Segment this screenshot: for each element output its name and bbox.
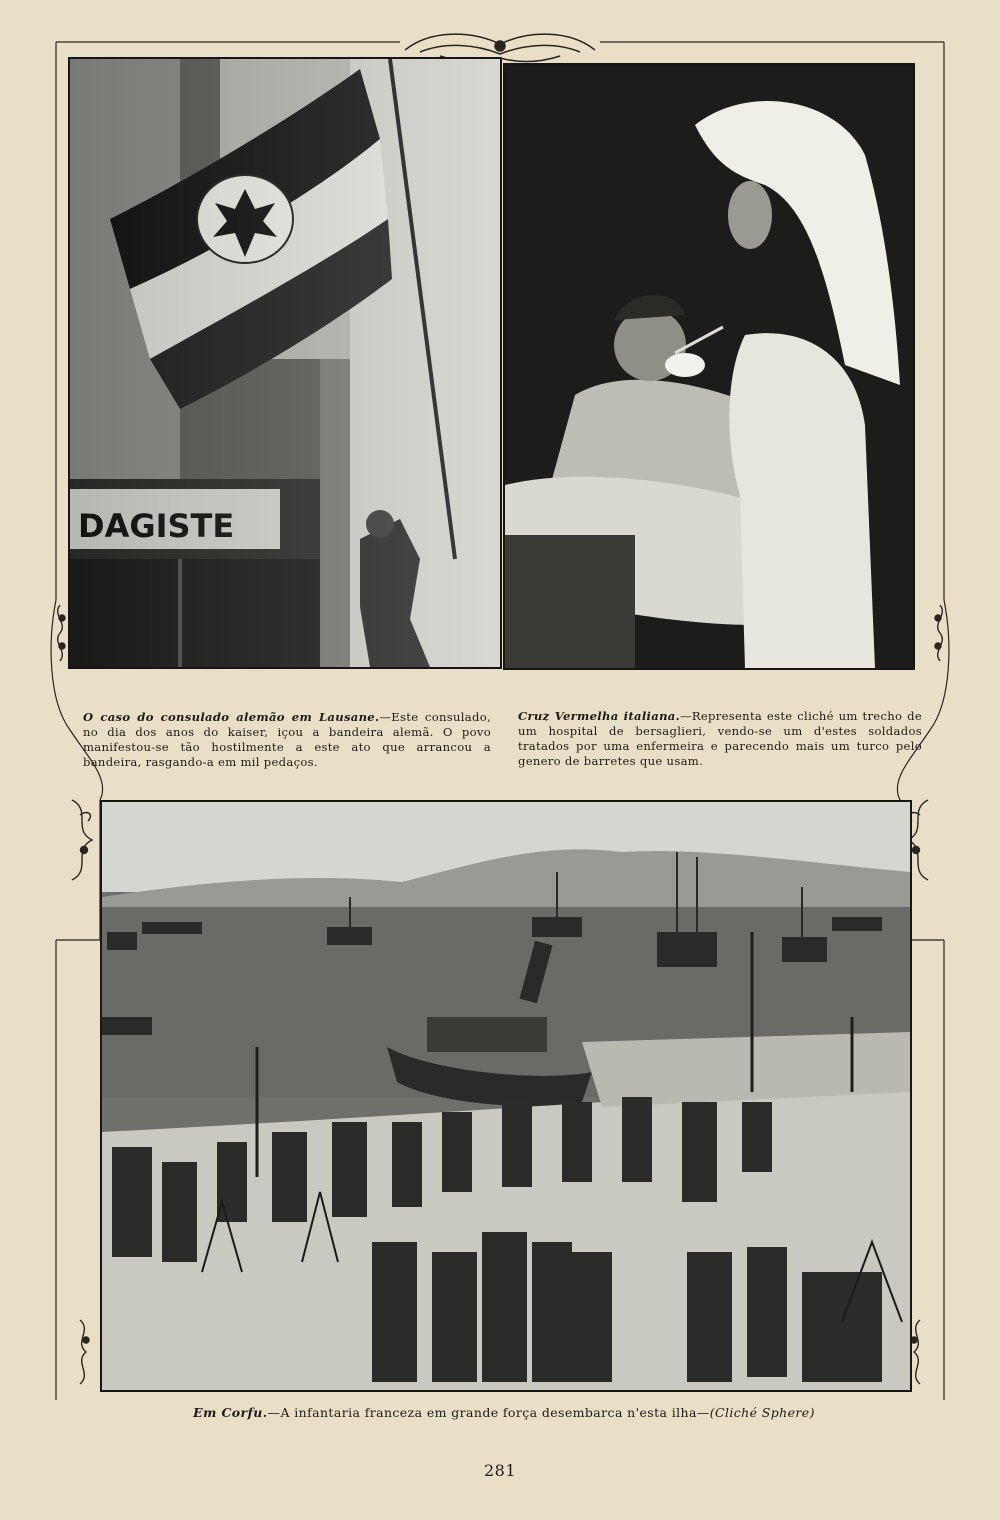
right-scroll-ornament-icon (935, 605, 942, 661)
caption-corfu (100, 1405, 908, 1420)
left-scroll-ornament-icon (58, 605, 65, 661)
caption-corfu-body: —A infantaria franceza em grande força desembarca n'esta ilha— (267, 1405, 710, 1420)
caption-corfu-title: Em Corfu. (193, 1405, 268, 1420)
page-number: 281 (483, 1461, 517, 1480)
shop-sign-text: DAGISTE (78, 507, 235, 545)
photo-italian-red-cross (503, 63, 915, 670)
photo-corfu-harbour (100, 800, 912, 1392)
photo-consulate-lausanne (68, 57, 502, 669)
caption-red-cross-title: Cruz Vermelha italiana. (518, 708, 680, 723)
right-bottom-ornament-icon (911, 1320, 920, 1384)
caption-lausanne (83, 710, 491, 770)
left-bottom-ornament-icon (80, 1320, 89, 1384)
caption-red-cross (518, 709, 922, 769)
left-mid-ornament-icon (72, 800, 92, 880)
caption-red-cross-body: —Representa este cliché um trecho de um hospital de bersaglieri, vendo-se um d'estes soldados tratados por uma enfermeira e parecendo mais um turco pelo genero de barretes que usam. (518, 708, 922, 768)
caption-lausanne-body: —Este consulado, no dia dos anos do kaiser, içou a bandeira alemã. O povo manifestou-se tão hostilmente a este ato que arrancou a bandeira, rasgando-a em mil pedaços. (83, 709, 491, 769)
caption-corfu-credit: (Cliché Sphere) (709, 1405, 815, 1420)
caption-lausanne-title: O caso do consulado alemão em Lausane. (83, 709, 380, 724)
